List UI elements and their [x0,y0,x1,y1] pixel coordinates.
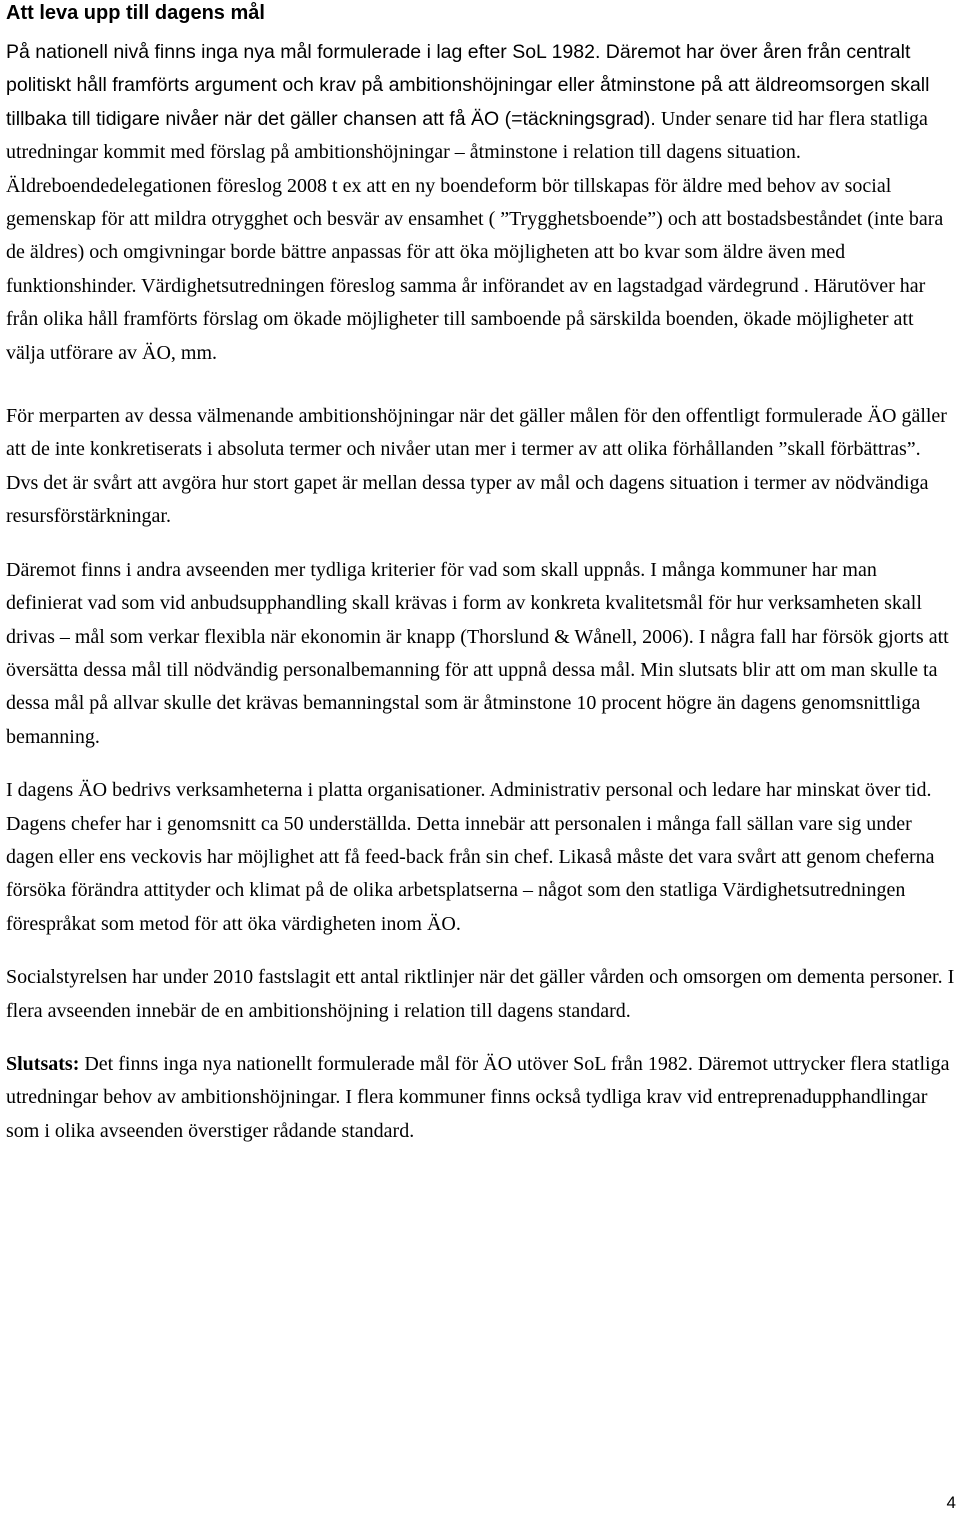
paragraph-1-sans-part: På nationell nivå finns inga nya mål formulerade i lag efter SoL 1982. Däremot har över åren från centralt politiskt håll framförts argument och krav på ambitionshöjningar eller åtminstone på att äldreomsorgen skall tillbaka till tidigare nivåer när det gäller chansen att få ÄO (=täckningsgrad). [6,41,930,130]
conclusion-paragraph [6,1048,956,1148]
paragraph-2: För merparten av dessa välmenande ambitionshöjningar när det gäller målen för den offentligt formulerade ÄO gäller att de inte konkretiserats i absoluta termer och nivåer utan mer i termer av att olika förhållanden ”skall förbättras”. Dvs det är svårt att avgöra hur stort gapet är mellan dessa typer av mål och dagens situation i termer av nödvändiga resursförstärkningar. [6,405,947,528]
paragraph-3: Däremot finns i andra avseenden mer tydliga kriterier för vad som skall uppnås. I många kommuner har man definierat vad som vid anbudsupphandling skall krävas i form av konkreta kvalitetsmål för hur verksamheten skall drivas – mål som verkar flexibla när ekonomin är knapp (Thorslund & Wånell, 2006). I några fall har försök gjorts att översätta dessa mål till nödvändig personalbemanning för att uppnå dessa mål. Min slutsats blir att om man skulle ta dessa mål på allvar skulle det krävas bemanningstal som är åtminstone 10 procent högre än dagens genomsnittliga bemanning. [6,558,949,748]
paragraph-4: I dagens ÄO bedrivs verksamheterna i platta organisationer. Administrativ personal och ledare har minskat över tid. Dagens chefer har i genomsnitt ca 50 underställda. Detta innebär att personalen i många fall sällan vare sig under dagen eller ens veckovis har möjlighet att få feed-back från sin chef. Likaså måste det vara svårt att genom cheferna försöka förändra attityder och klimat på de olika arbetsplatserna – något som den statliga Värdighetsutredningen förespråkat som metod för att öka värdigheten inom ÄO. [6,779,935,935]
conclusion-label: Slutsats: [6,1052,80,1075]
document-page [6,0,956,1148]
paragraph-5: Socialstyrelsen har under 2010 fastslagit ett antal riktlinjer när det gäller vården och omsorgen om dementa personer. I flera avseenden innebär de en ambitionshöjning i relation till dagens standard. [6,966,955,1022]
conclusion-text: Det finns inga nya nationellt formulerade mål för ÄO utöver SoL från 1982. Däremot uttrycker flera statliga utredningar behov av ambitionshöjningar. I flera kommuner finns också tydliga krav vid entreprenadupphandlingar som i olika avseenden överstiger rådande standard. [6,1052,950,1142]
paragraph-1-serif-part: Under senare tid har flera statliga utredningar kommit med förslag på ambitionshöjningar – åtminstone i relation till dagens situation. Äldreboendedelegationen föreslog 2008 t ex att en ny boendeform bör tillskapas för äldre med behov av social gemenskap för att mildra otrygghet och besvär av ensamhet ( ”Trygghetsboende”) och att bostadsbeståndet (inte bara de äldres) och omgivningar borde bättre anpassas för att öka möjligheten att bo kvar som äldre även med funktionshinder. Värdighetsutredningen föreslog samma år införandet av en lagstadgad värdegrund . Härutöver har från olika håll framförts förslag om ökade möjligheter till samboende på särskilda boenden, ökade möjligheter att välja utförare av ÄO, mm. [6,107,944,364]
page-number: 4 [946,1493,956,1512]
paragraph-1 [6,36,956,370]
section-heading: Att leva upp till dagens mål [6,2,265,24]
